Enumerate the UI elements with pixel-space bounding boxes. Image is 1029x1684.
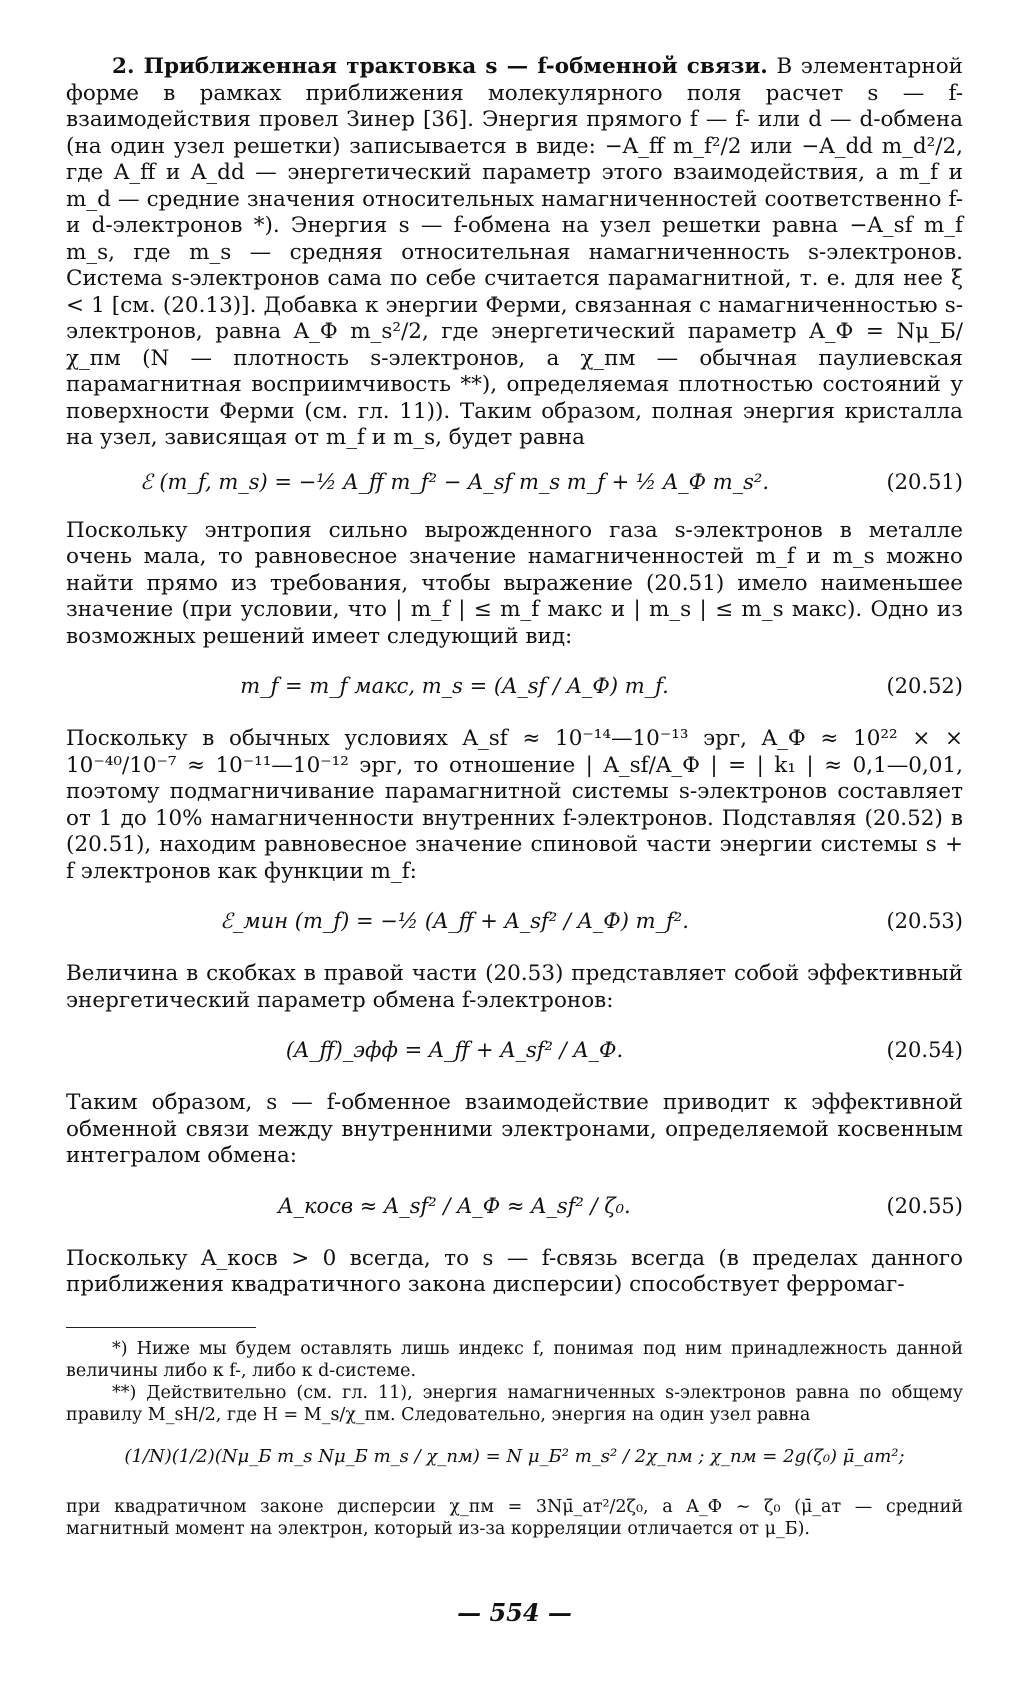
footnote-2: **) Действительно (см. гл. 11), энергия намагниченных s-электронов равна по общему правилу M_sH/2, где H = M_s/χ_пм. Следовательно, энергия на один узел равна bbox=[66, 1382, 963, 1425]
paragraph-6: Поскольку A_косв > 0 всегда, то s — f-связь всегда (в пределах данного приближения квадратичного закона дисперсии) способствует ферромаг- bbox=[66, 1245, 963, 1297]
paragraph-1-text: В элементарной форме в рамках приближения молекулярного поля расчет s — f-взаимодействия провел Зинер [36]. Энергия прямого f — f- или d — d-обмена (на один узел решетки) записывается в виде: −A_ff m_f²/2 или −A_dd m_d²/2, где A_ff и A_dd — энергетический параметр этого взаимодействия, а m_f и m_d — средние значения относительных намагниченностей соответственно f- и d-электронов *). Энергия s — f-обмена на узел решетки равна −A_sf m_f m_s, где m_s — средняя относительная намагниченность s-электронов. Система s-электронов сама по себе считается парамагнитной, т. е. для нее ξ < 1 [см. (20.13)]. Добавка к энергии Ферми, связанная с намагниченностью s-электронов, равна A_Ф m_s²/2, где энергетический параметр A_Ф = Nμ_Б/χ_пм (N — плотность s-электронов, а χ_пм — обычная паулиевская парамагнитная восприимчивость **), определяемая плотностью состояний у поверхности Ферми (см. гл. 11)). Таким образом, полная энергия кристалла на узел, зависящая от m_f и m_s, будет равна bbox=[66, 54, 963, 450]
footnote-equation-body: (1/N)(1/2)(Nμ_Б m_s Nμ_Б m_s / χ_пм) = N μ_Б² m_s² / 2χ_пм ; χ_пм = 2g(ζ₀) μ̄_ат²; bbox=[124, 1445, 905, 1467]
paragraph-3: Поскольку в обычных условиях A_sf ≈ 10⁻¹⁴—10⁻¹³ эрг, A_Ф ≈ 10²² × × 10⁻⁴⁰/10⁻⁷ ≈ 10⁻¹¹—10⁻¹² эрг, то отношение | A_sf/A_Ф | = | k₁ | ≈ 0,1—0,01, поэтому подмагничивание парамагнитной системы s-электронов составляет от 1 до 10% намагниченности внутренних f-электронов. Подставляя (20.52) в (20.51), находим равновесное значение спиновой части энергии системы s + f электронов как функции m_f: bbox=[66, 726, 963, 884]
paragraph-2: Поскольку энтропия сильно вырожденного газа s-электронов в металле очень мала, то равновесное значение намагниченностей m_f и m_s можно найти прямо из требования, чтобы выражение (20.51) имело наименьшее значение (при условии, что | m_f | ≤ m_f макс и | m_s | ≤ m_s макс). Одно из возможных решений имеет следующий вид: bbox=[66, 517, 963, 649]
equation-20-55 bbox=[66, 1176, 963, 1238]
equation-body: A_косв ≈ A_sf² / A_Ф ≈ A_sf² / ζ₀. bbox=[278, 1193, 631, 1218]
equation-number: (20.54) bbox=[886, 1038, 963, 1062]
equation-20-54 bbox=[66, 1020, 963, 1082]
page-content bbox=[66, 54, 963, 1540]
footnote-equation bbox=[66, 1430, 963, 1490]
footnote-1: *) Ниже мы будем оставлять лишь индекс f, понимая под ним принадлежность данной величины либо к f-, либо к d-системе. bbox=[66, 1338, 963, 1381]
equation-body: ℰ (m_f, m_s) = −½ A_ff m_f² − A_sf m_s m_f + ½ A_Ф m_s². bbox=[139, 469, 770, 494]
paragraph-1 bbox=[66, 54, 963, 452]
equation-body: m_f = m_f макс, m_s = (A_sf / A_Ф) m_f. bbox=[240, 674, 669, 698]
page-number: — 554 — bbox=[457, 1598, 572, 1627]
equation-20-51 bbox=[66, 458, 963, 510]
equation-20-52 bbox=[66, 656, 963, 718]
paragraph-4: Величина в скобках в правой части (20.53) представляет собой эффективный энергетический параметр обмена f-электронов: bbox=[66, 961, 963, 1013]
footnote-divider bbox=[66, 1327, 256, 1328]
equation-number: (20.52) bbox=[886, 674, 963, 698]
equation-body: (A_ff)_эфф = A_ff + A_sf² / A_Ф. bbox=[285, 1038, 624, 1062]
paragraph-5: Таким образом, s — f-обменное взаимодействие приводит к эффективной обменной связи между внутренними электронами, определяемой косвенным интегралом обмена: bbox=[66, 1090, 963, 1168]
equation-number: (20.51) bbox=[886, 469, 963, 494]
section-title: 2. Приближенная трактовка s — f-обменной связи. bbox=[112, 54, 768, 79]
equation-body: ℰ_мин (m_f) = −½ (A_ff + A_sf² / A_Ф) m_f². bbox=[220, 909, 689, 933]
equation-20-53 bbox=[66, 891, 963, 953]
equation-number: (20.55) bbox=[886, 1193, 963, 1218]
equation-number: (20.53) bbox=[886, 909, 963, 933]
footnote-2-continued: при квадратичном законе дисперсии χ_пм = 3Nμ̄_ат²/2ζ₀, а A_Ф ∼ ζ₀ (μ̄_ат — средний магнитный момент на электрон, который из-за корреляции отличается от μ_Б). bbox=[66, 1496, 963, 1539]
